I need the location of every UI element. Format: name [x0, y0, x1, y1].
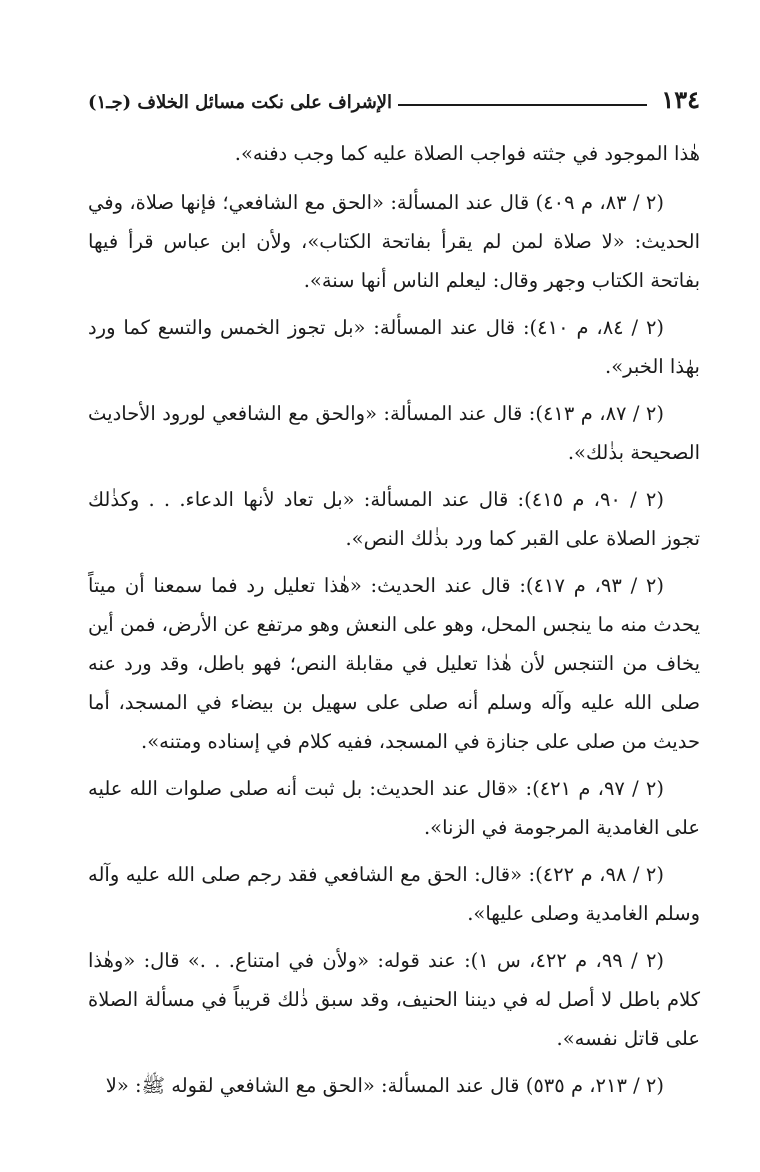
header-rule	[398, 104, 647, 106]
paragraph: هٰذا الموجود في جثته فواجب الصلاة عليه كما وجب دفنه».	[234, 142, 700, 165]
paragraph: (٢ / ٩٧، م ٤٢١): «قال عند الحديث: بل ثبت أنه صلى صلوات الله عليه على الغامدية المرجومة في الزنا».	[88, 777, 700, 839]
page-number: ١٣٤	[661, 85, 700, 114]
paragraph: (٢ / ٢١٣، م ٥٣٥) قال عند المسألة: «الحق مع الشافعي لقوله ﷺ: «لا	[105, 1074, 664, 1097]
paragraph: (٢ / ٨٧، م ٤١٣): قال عند المسألة: «والحق مع الشافعي لورود الأحاديث الصحيحة بذٰلك».	[88, 402, 700, 464]
paragraph: (٢ / ٩٩، م ٤٢٢، س ١): عند قوله: «ولأن في امتناع. . .» قال: «وهٰذا كلام باطل لا أصل له في ديننا الحنيف، وقد سبق ذٰلك قريباً في مسألة الصلاة على قاتل نفسه».	[88, 949, 700, 1050]
paragraph: (٢ / ٨٣، م ٤٠٩) قال عند المسألة: «الحق مع الشافعي؛ فإنها صلاة، وفي الحديث: «لا صلاة لمن لم يقرأ بفاتحة الكتاب»، ولأن ابن عباس قرأ فيها بفاتحة الكتاب وجهر وقال: ليعلم الناس أنها سنة».	[88, 191, 700, 292]
page-header	[88, 78, 700, 112]
running-title: الإشراف على نكت مسائل الخلاف (جـ١)	[88, 92, 393, 113]
body-text	[88, 134, 700, 1105]
paragraph: (٢ / ٩٠، م ٤١٥): قال عند المسألة: «بل تعاد لأنها الدعاء. . . وكذٰلك تجوز الصلاة على القبر كما ورد بذٰلك النص».	[88, 488, 700, 550]
paragraph: (٢ / ٩٣، م ٤١٧): قال عند الحديث: «هٰذا تعليل رد فما سمعنا أن ميتاً يحدث منه ما ينجس المحل، وهو على النعش وهو مرتفع عن الأرض، فمن أين يخاف من التنجس لأن هٰذا تعليل في مقابلة النص؛ فهو باطل، وقد ورد عنه صلى الله عليه وآله وسلم أنه صلى على سهيل بن بيضاء في المسجد، أما حديث من صلى على جنازة في المسجد، ففيه كلام في إسناده ومتنه».	[88, 574, 700, 753]
paragraph: (٢ / ٨٤، م ٤١٠): قال عند المسألة: «بل تجوز الخمس والتسع كما ورد بهٰذا الخبر».	[88, 316, 700, 378]
paragraph: (٢ / ٩٨، م ٤٢٢): «قال: الحق مع الشافعي فقد رجم صلى الله عليه وآله وسلم الغامدية وصلى عليها».	[88, 863, 700, 925]
